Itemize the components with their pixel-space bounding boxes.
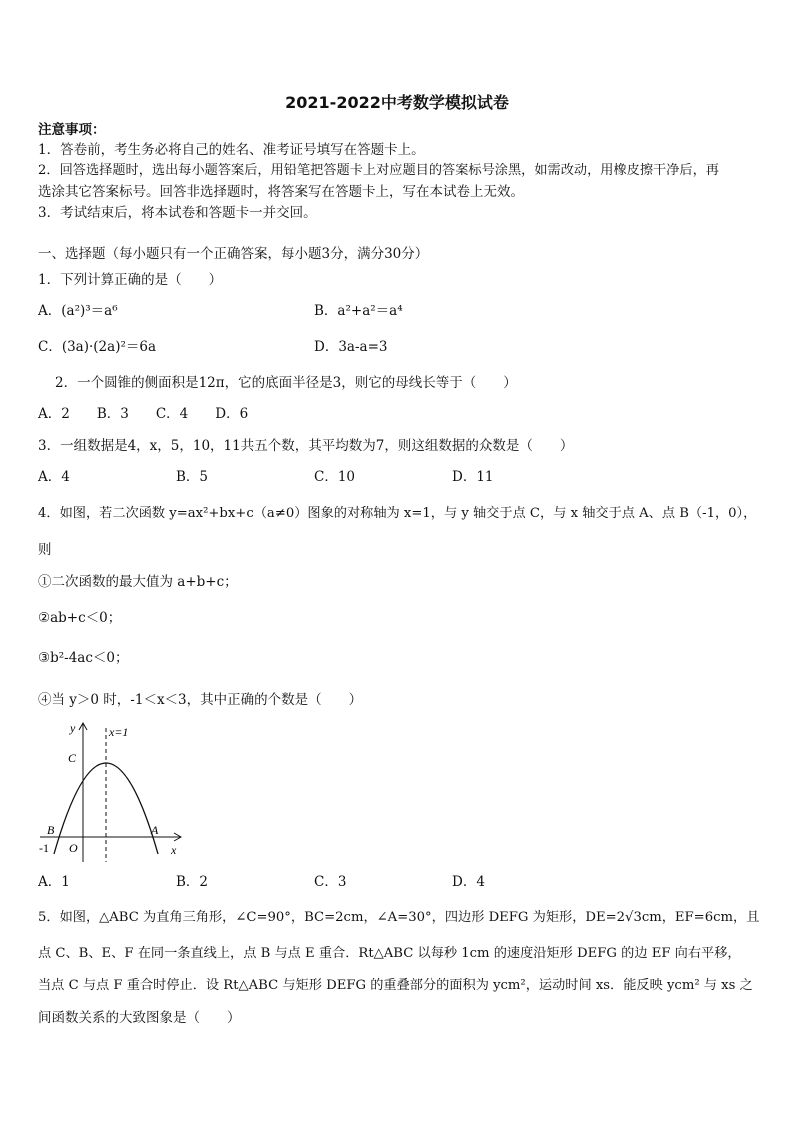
minus-one-label: -1: [39, 841, 49, 855]
question-3-option-a: A．4: [38, 469, 70, 485]
question-4-statement-4: ④当 y＞0 时，-1＜x＜3，其中正确的个数是（ ）: [38, 692, 363, 708]
question-5-line-1: 5．如图，△ABC 为直角三角形，∠C=90°，BC=2cm，∠A=30°，四边形 DEFG 为矩形，DE=2√3cm，EF=6cm，且: [38, 910, 760, 925]
question-4-stem-line-1: 4．如图，若二次函数 y=ax²+bx+c（a≠0）图象的对称轴为 x=1，与 y 轴交于点 C，与 x 轴交于点 A、点 B（-1，0），: [38, 506, 757, 521]
question-1-option-a: A．(a²)³＝a⁶: [38, 303, 118, 319]
question-1-option-c: C．(3a)·(2a)²＝6a: [38, 339, 157, 355]
question-4-option-b: B．2: [176, 874, 209, 890]
notice-item-2-line-2: 选涂其它答案标号。回答非选择题时，将答案写在答题卡上，写在本试卷上无效。: [38, 184, 524, 200]
question-4-statement-3: ③b²-4ac＜0；: [38, 650, 129, 666]
origin-label: O: [69, 841, 78, 855]
question-5-line-2: 点 C、B、E、F 在同一条直线上，点 B 与点 E 重合．Rt△ABC 以每秒 1cm 的速度沿矩形 DEFG 的边 EF 向右平移，: [38, 946, 741, 961]
symmetry-line-label: x=1: [109, 725, 129, 739]
question-2-stem: 2．一个圆锥的侧面积是12π，它的底面半径是3，则它的母线长等于（ ）: [55, 375, 517, 391]
question-2-options: A．2 B．3 C．4 D．6: [38, 406, 249, 422]
question-4-stem-line-2: 则: [38, 542, 52, 558]
notice-heading: 注意事项：: [38, 122, 106, 138]
question-3-option-d: D．11: [452, 469, 494, 485]
question-1-option-b: B．a²+a²＝a⁴: [314, 303, 403, 319]
question-3-option-c: C．10: [314, 469, 356, 485]
question-4-option-d: D．4: [452, 874, 485, 890]
question-5-line-3: 当点 C 与点 F 重合时停止．设 Rt△ABC 与矩形 DEFG 的重叠部分的面积为 ycm²，运动时间 xs．能反映 ycm² 与 xs 之: [38, 978, 753, 993]
question-1-option-d: D．3a-a=3: [314, 339, 388, 355]
question-5-line-4: 间函数关系的大致图象是（ ）: [38, 1010, 241, 1026]
question-3-stem: 3．一组数据是4，x，5，10，11共五个数，其平均数为7，则这组数据的众数是（ ）: [38, 438, 574, 454]
x-axis-label: x: [171, 843, 177, 857]
y-axis-label: y: [70, 721, 76, 735]
section-heading: 一、选择题（每小题只有一个正确答案，每小题3分，满分30分）: [38, 246, 429, 262]
question-4-option-c: C．3: [314, 874, 347, 890]
point-b-label: B: [47, 823, 55, 837]
notice-item-3: 3．考试结束后，将本试卷和答题卡一并交回。: [38, 205, 317, 221]
question-4-statement-2: ②ab+c＜0；: [38, 610, 122, 626]
notice-item-2-line-1: 2．回答选择题时，选出每小题答案后，用铅笔把答题卡上对应题目的答案标号涂黑，如需改动，用橡皮擦干净后，再: [38, 163, 719, 178]
point-a-label: A: [151, 823, 159, 837]
point-c-label: C: [68, 751, 77, 765]
question-1-stem: 1．下列计算正确的是（ ）: [38, 272, 223, 288]
parabola-figure: [36, 718, 186, 866]
question-4-option-a: A．1: [38, 874, 70, 890]
question-4-statement-1: ①二次函数的最大值为 a+b+c；: [38, 574, 238, 590]
notice-item-1: 1．答卷前，考生务必将自己的姓名、准考证号填写在答题卡上。: [38, 142, 425, 158]
question-3-option-b: B．5: [176, 469, 209, 485]
page-title: 2021-2022中考数学模拟试卷: [285, 93, 509, 112]
